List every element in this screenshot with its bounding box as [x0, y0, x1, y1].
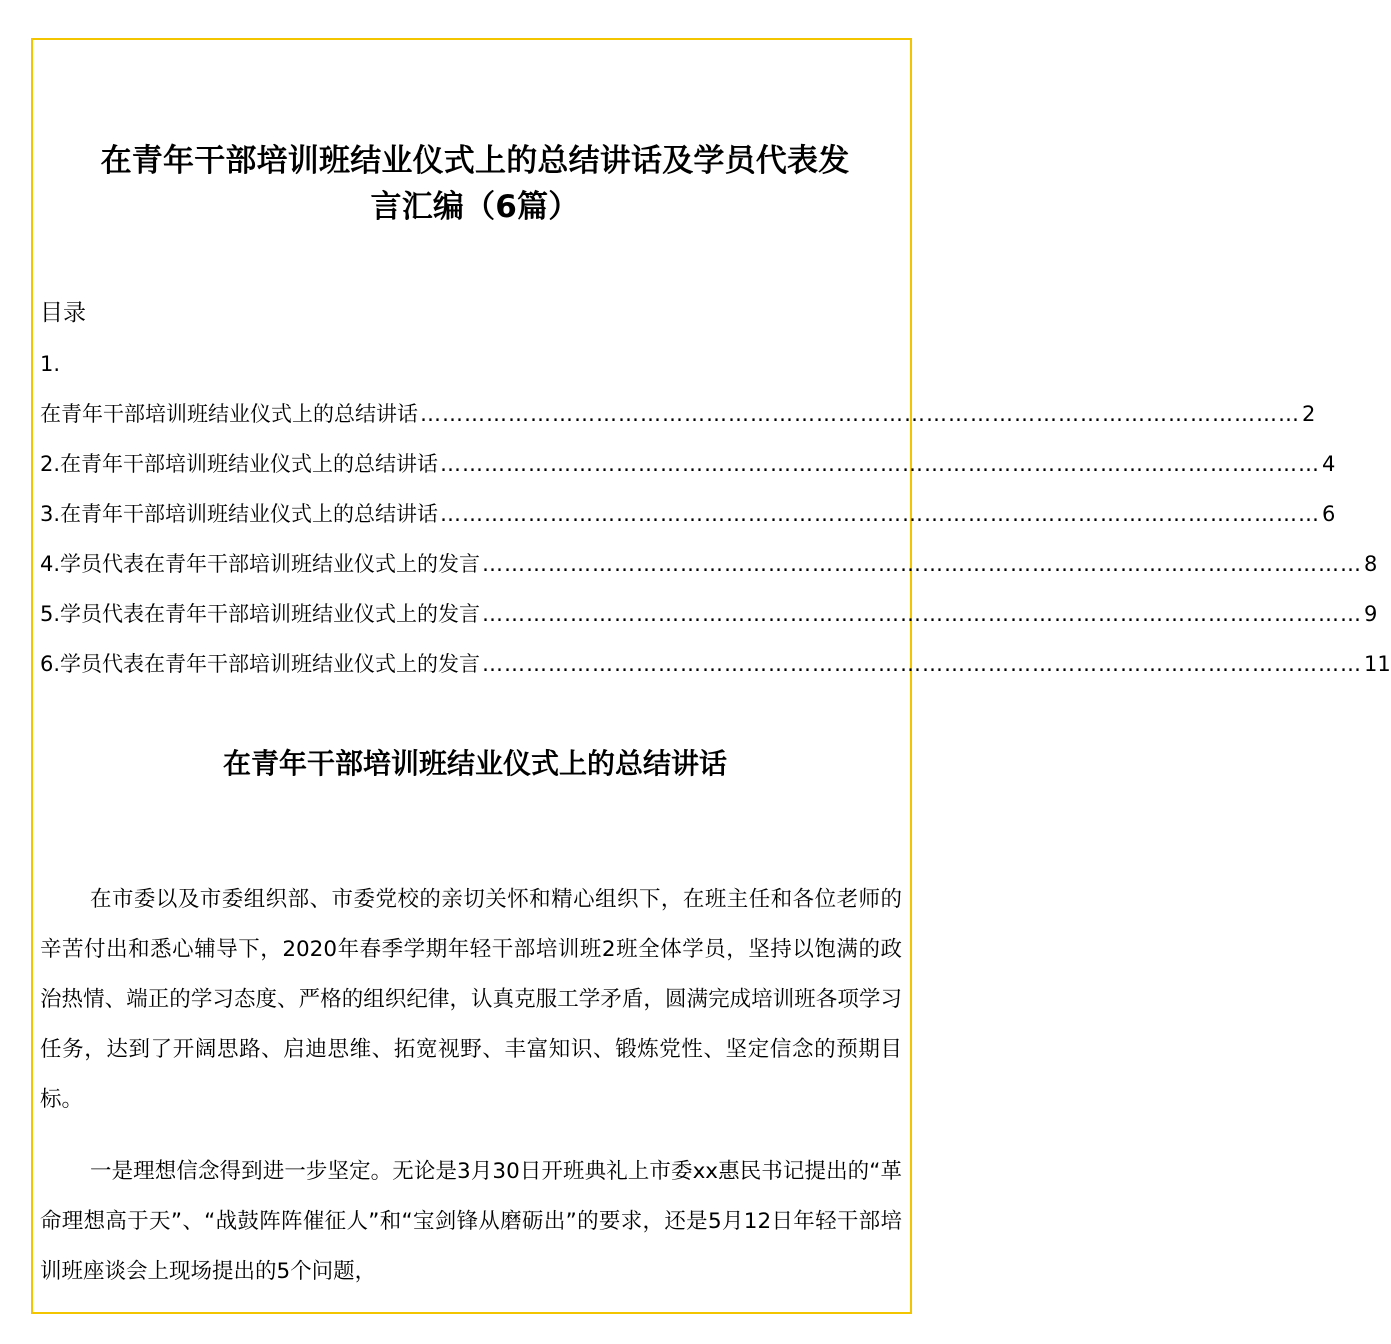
- toc-page-number: 11: [1364, 652, 1391, 676]
- toc-page-number: 6: [1322, 502, 1336, 526]
- toc-entry-6[interactable]: [40, 648, 1391, 680]
- toc-entry-text: 6.学员代表在青年干部培训班结业仪式上的发言: [40, 652, 481, 676]
- document-title-line-2: 言汇编（6篇）: [370, 189, 580, 225]
- toc-leader-dots: …………………………………………………………………………………………………………: [482, 652, 1363, 676]
- toc-leader-dots: …………………………………………………………………………………………………………: [420, 402, 1300, 426]
- toc-entry-text: 5.学员代表在青年干部培训班结业仪式上的发言: [40, 602, 481, 626]
- toc-entry-1[interactable]: [40, 398, 1316, 430]
- toc-page-number: 2: [1302, 402, 1316, 426]
- document-title-line-1: 在青年干部培训班结业仪式上的总结讲话及学员代表发: [100, 143, 850, 179]
- toc-leader-dots: …………………………………………………………………………………………………………: [482, 552, 1363, 576]
- body-paragraph-1: 在市委以及市委组织部、市委党校的亲切关怀和精心组织下，在班主任和各位老师的辛苦付出和悉心辅导下，2020年春季学期年轻干部培训班2班全体学员，坚持以饱满的政治热情、端正的学习态度、严格的组织纪律，认真克服工学矛盾，圆满完成培训班各项学习任务，达到了开阔思路、启迪思维、拓宽视野、丰富知识、锻炼党性、坚定信念的预期目标。: [40, 887, 902, 1112]
- toc-entry-4[interactable]: [40, 548, 1378, 580]
- toc-leader-dots: …………………………………………………………………………………………………………: [440, 502, 1321, 526]
- document-title: [40, 138, 910, 230]
- toc-page-number: 9: [1364, 602, 1378, 626]
- toc-entry-number-1[interactable]: [40, 348, 904, 380]
- section-title: 在青年干部培训班结业仪式上的总结讲话: [222, 747, 727, 780]
- toc-entry-text: 1.: [40, 352, 61, 376]
- toc-page-number: 8: [1364, 552, 1378, 576]
- toc-entry-5[interactable]: [40, 598, 1378, 630]
- toc-leader-dots: …………………………………………………………………………………………………………: [482, 602, 1363, 626]
- toc-heading: 目录: [40, 300, 86, 326]
- toc-page-number: 4: [1322, 452, 1336, 476]
- toc-entry-2[interactable]: [40, 448, 1336, 480]
- body-paragraph-2: 一是理想信念得到进一步坚定。无论是3月30日开班典礼上市委xx惠民书记提出的“革命理想高于天”、“战鼓阵阵催征人”和“宝剑锋从磨砺出”的要求，还是5月12日年轻干部培训班座谈会上现场提出的5个问题，: [40, 1159, 902, 1284]
- toc-leader-dots: …………………………………………………………………………………………………………: [440, 452, 1321, 476]
- toc-entry-3[interactable]: [40, 498, 1336, 530]
- toc-entry-text: 4.学员代表在青年干部培训班结业仪式上的发言: [40, 552, 481, 576]
- toc-entry-text: 在青年干部培训班结业仪式上的总结讲话: [40, 402, 418, 426]
- toc-entry-text: 2.在青年干部培训班结业仪式上的总结讲话: [40, 452, 439, 476]
- toc-entry-text: 3.在青年干部培训班结业仪式上的总结讲话: [40, 502, 439, 526]
